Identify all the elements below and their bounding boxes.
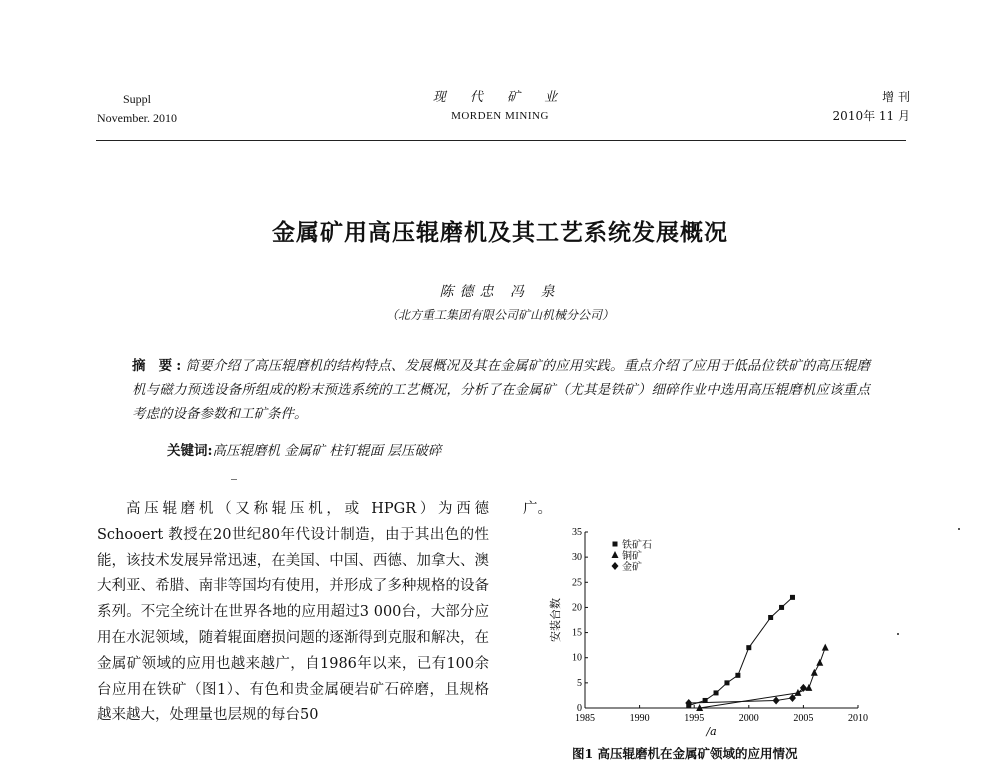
figure-1-chart — [530, 522, 890, 760]
x-tick-label: 2010 — [848, 713, 868, 724]
x-tick-label: 1990 — [629, 713, 650, 724]
y-axis-label: 安装台数 — [549, 598, 562, 642]
issue-suppl: Suppl — [122, 92, 151, 106]
y-tick-label: 0 — [577, 703, 582, 714]
paper-title: 金属矿用高压辊磨机及其工艺系统发展概况 — [272, 219, 728, 246]
journal-name-en: MORDEN MINING — [451, 110, 549, 122]
journal-issue-en — [97, 90, 177, 128]
author-affiliation: （北方重工集团有限公司矿山机械分公司） — [385, 308, 614, 322]
header-rule — [96, 140, 906, 141]
legend-label: 金矿 — [622, 562, 642, 573]
data-point-square — [768, 615, 773, 620]
x-tick-label: 2000 — [738, 713, 759, 724]
series-line-square — [689, 597, 793, 705]
journal-issue-cn — [833, 88, 910, 126]
data-point-diamond — [773, 696, 780, 704]
x-axis-label: /a — [706, 725, 717, 738]
x-tick-label: 2005 — [793, 713, 814, 724]
scan-mark — [231, 479, 237, 480]
chart-legend — [612, 538, 653, 573]
data-point-triangle — [822, 644, 829, 651]
keywords-label: 关键词: — [167, 443, 213, 459]
keywords-text: 高压辊磨机 金属矿 柱钉辊面 层压破碎 — [212, 443, 442, 459]
journal-name — [400, 88, 600, 126]
scan-dot — [897, 633, 899, 635]
y-tick-label: 25 — [572, 577, 582, 589]
data-point-square — [779, 605, 784, 610]
issue-date-en: November. 2010 — [97, 111, 177, 125]
abstract — [132, 354, 870, 426]
issue-date-cn: 2010年 11 月 — [832, 109, 910, 123]
x-tick-label: 1995 — [684, 713, 705, 724]
legend-marker-diamond — [612, 562, 619, 570]
abstract-text: 简要介绍了高压辊磨机的结构特点、发展概况及其在金属矿的应用实践。重点介绍了应用于低品位铁矿的高压辊磨机与磁力预选设备所组成的粉末预选系统的工艺概况，分析了在金属矿（尤其是铁矿）细碎作业中选用高压辊磨机应该重点考虑的设备参数和工矿条件。 — [132, 358, 871, 422]
paper-authors: 陈德忠 冯 泉 — [439, 284, 561, 300]
y-tick-label: 20 — [572, 602, 582, 614]
chart-marks — [685, 595, 829, 711]
y-tick-label: 15 — [572, 627, 582, 639]
scan-dot — [958, 528, 960, 530]
data-point-square — [714, 690, 719, 695]
issue-suppl-cn: 增 刊 — [882, 90, 910, 104]
series-line-triangle — [700, 648, 826, 708]
y-tick-label: 10 — [572, 652, 582, 664]
data-point-triangle — [816, 659, 823, 666]
data-point-triangle — [811, 669, 818, 676]
legend-label: 铜矿 — [622, 551, 642, 562]
y-tick-label: 30 — [572, 552, 582, 564]
legend-label: 铁矿石 — [622, 540, 652, 551]
data-point-square — [790, 595, 795, 600]
data-point-square — [746, 645, 751, 650]
y-tick-label: 5 — [577, 677, 582, 689]
body-column-left — [97, 497, 489, 729]
body-paragraph: 高压辊磨机（又称辊压机，或 HPGR）为西德 Schooert 教授在20世纪80年代设计制造，由于其出色的性能，该技术发展异常迅速，在美国、中国、西德、加拿大、澳大利亚、希腊、南非等国均有使用，并形成了多种规格的设备系列。不完全统计在世界各地的应用超过3 000台，大部分应用在水泥领域，随着辊面磨损问题的逐渐得到克服和解决，在金属矿领域的应用也越来越广，自1986年以来，已有100余台应用在铁矿（图1）、有色和贵金属硬岩矿石碎磨，且规格越来越大，处理量也层规的每台50 — [97, 501, 489, 724]
data-point-square — [724, 680, 729, 685]
body-column-right-start: 广。 — [523, 501, 552, 517]
x-tick-label: 1985 — [575, 713, 595, 724]
journal-name-cn: 现 代 矿 业 — [432, 90, 568, 105]
legend-marker-square — [613, 542, 618, 547]
figure-caption: 图1 高压辊磨机在金属矿领域的应用情况 — [572, 746, 798, 761]
legend-marker-triangle — [612, 551, 619, 558]
data-point-square — [735, 673, 740, 678]
y-tick-label: 35 — [572, 527, 582, 538]
keywords — [167, 439, 441, 459]
abstract-label: 摘 要: — [132, 358, 186, 374]
